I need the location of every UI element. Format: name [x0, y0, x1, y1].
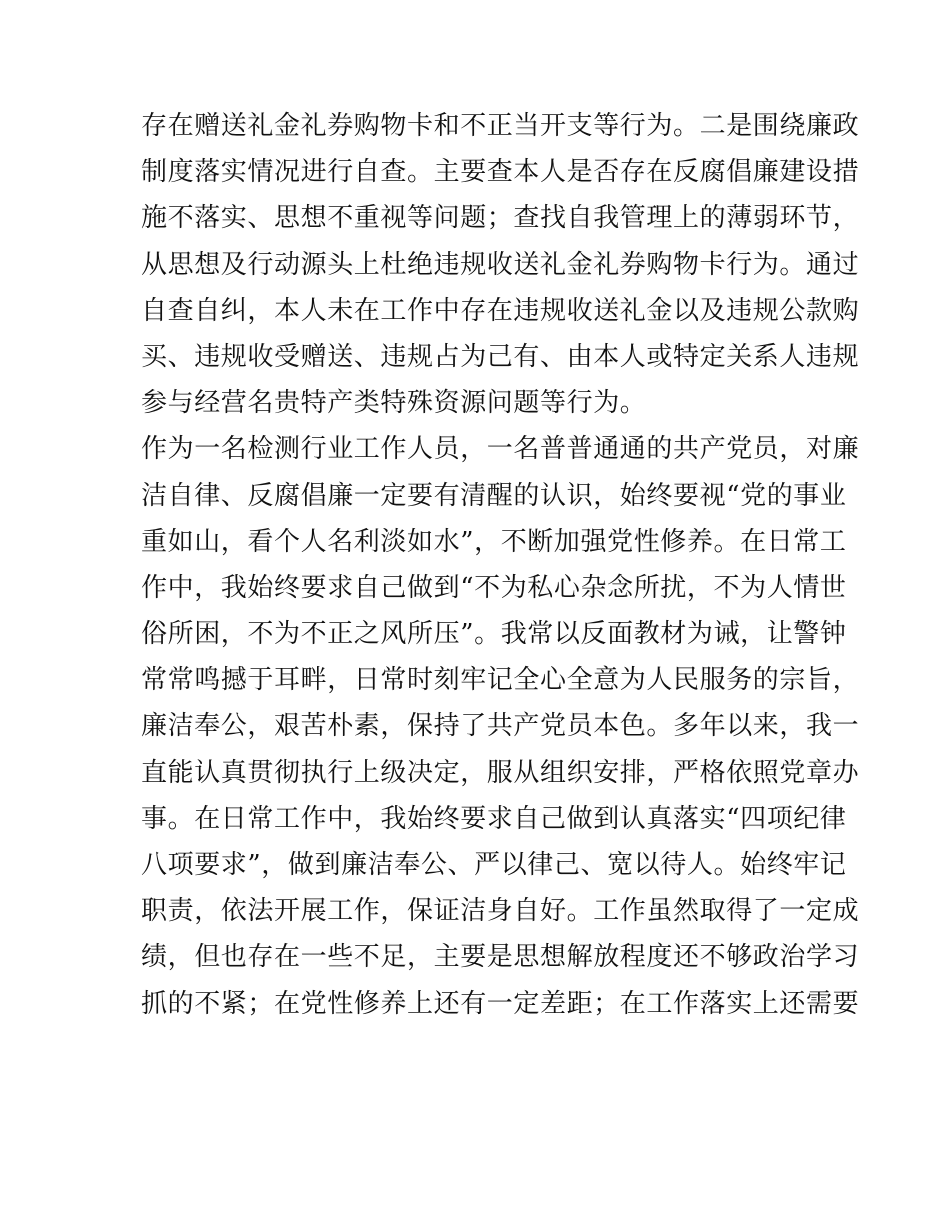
text-line: 存在赠送礼金礼券购物卡和不正当开支等行为。二是围绕廉政: [141, 111, 860, 141]
text-line: 作为一名检测行业工作人员，一名普普通通的共产党员，对廉: [141, 434, 860, 465]
text-line: 作中，我始终要求自己做到“不为私心杂念所扰，不为人情世: [141, 572, 847, 603]
text-line: 自查自纠，本人未在工作中存在违规收送礼金以及违规公款购: [141, 295, 860, 326]
text-line: 参与经营名贵特产类特殊资源问题等行为。: [141, 388, 647, 419]
text-line: 重如山，看个人名利淡如水”，不断加强党性修养。在日常工: [141, 526, 847, 557]
text-line: 绩，但也存在一些不足，主要是思想解放程度还不够政治学习: [141, 942, 860, 973]
body-text: [141, 103, 860, 1027]
text-line: 常常鸣撼于耳畔，日常时刻牢记全心全意为人民服务的宗旨，: [141, 665, 860, 696]
text-line: 事。在日常工作中，我始终要求自己做到认真落实“四项纪律: [141, 803, 847, 834]
text-line: 直能认真贯彻执行上级决定，服从组织安排，严格依照党章办: [141, 757, 860, 788]
text-line: 廉洁奉公，艰苦朴素，保持了共产党员本色。多年以来，我一: [141, 711, 860, 742]
text-line: 制度落实情况进行自查。主要查本人是否存在反腐倡廉建设措: [141, 157, 860, 188]
text-line: 八项要求”，做到廉洁奉公、严以律己、宽以待人。始终牢记: [141, 850, 847, 880]
text-line: 从思想及行动源头上杜绝违规收送礼金礼券购物卡行为。通过: [141, 249, 860, 280]
text-line: 洁自律、反腐倡廉一定要有清醒的认识，始终要视“党的事业: [141, 480, 847, 511]
text-line: 买、违规收受赠送、违规占为己有、由本人或特定关系人违规: [141, 341, 860, 372]
text-line: 职责，依法开展工作，保证洁身自好。工作虽然取得了一定成: [141, 896, 860, 927]
text-line: 俗所困，不为不正之风所压”。我常以反面教材为诫，让警钟: [141, 619, 847, 650]
text-line: 抓的不紧；在党性修养上还有一定差距；在工作落实上还需要: [141, 988, 860, 1019]
text-line: 施不落实、思想不重视等问题；查找自我管理上的薄弱环节，: [141, 203, 860, 234]
